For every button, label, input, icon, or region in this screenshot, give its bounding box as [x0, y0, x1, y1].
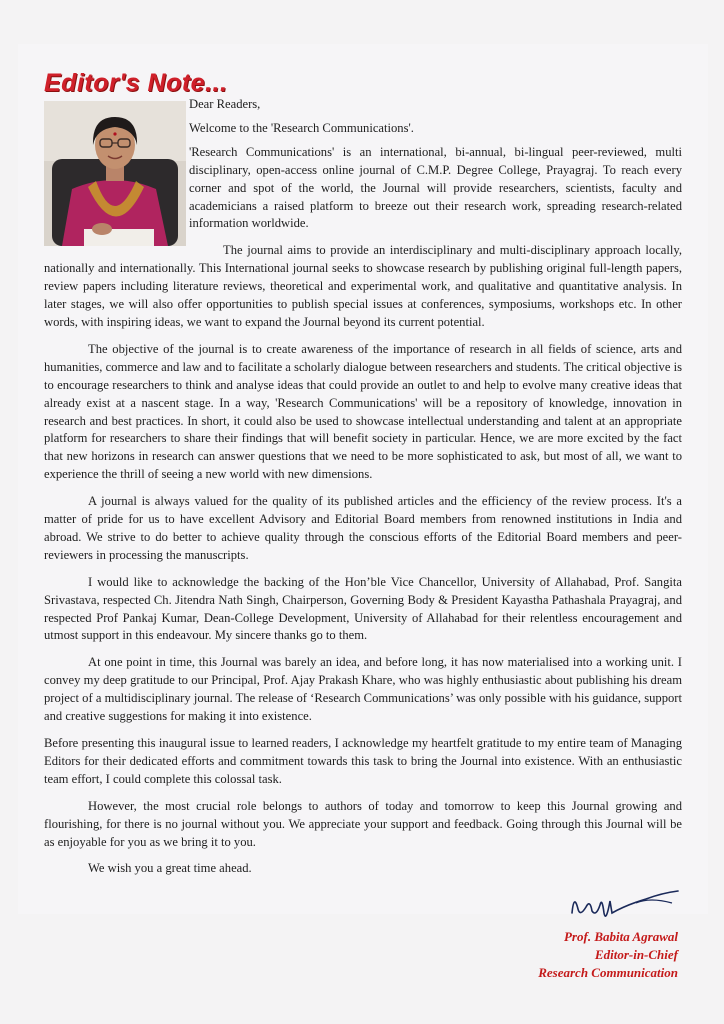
greeting: Dear Readers, [189, 97, 261, 111]
signature-block [538, 928, 678, 982]
signature-name: Prof. Babita Agrawal [563, 929, 678, 944]
note-body [44, 96, 682, 887]
page-title: Editor's Note... [44, 68, 228, 97]
paragraph-objective: The objective of the journal is to create awareness of the importance of research in all fields of science, arts and humanities, commerce and law and to facilitate a scholarly dialogue between researchers and students. The critical objective is to encourage researchers to think and analyse ideas that could provide an outlet to and help to evolve many creative ideas that already exist at a nascent stage. In a way, 'Research Communications' will be a repository of knowledge, innovation in research and best practices. In short, it could also be used to showcase intellectual understanding and talent at an appropriate platform for researchers to share their findings that will benefit society in particular. Hence, we are more excited by the fact that new horizons in research can answer questions that we need to be more sophisticated to ask, but most of all, we want to experience the thrill of seeing a new world with new dimensions. [44, 341, 682, 482]
paragraph-quality: A journal is always valued for the quality of its published articles and the efficiency of the review process. It's a matter of pride for us to have excellent Advisory and Editorial Board members from renowned institutions in India and abroad. We strive to do better to achieve quality through the conscious efforts of the Editorial Board members and peer-reviewers in processing the manuscripts. [44, 494, 682, 562]
photo-spacer [44, 96, 189, 248]
paragraph-authors: However, the most crucial role belongs to authors of today and tomorrow to keep this Journal growing and flourishing, for there is no journal without you. We appreciate your support and feedback. Going through this Journal will be as enjoyable for you as we bring it to you. [44, 798, 682, 849]
paragraph-closing: We wish you a great time ahead. [88, 861, 252, 876]
paragraph-aims: The journal aims to provide an interdisciplinary and multi-disciplinary approach locally, nationally and internationally. This International journal seeks to showcase research by publishing original full-length papers, review papers including literature reviews, theoretical and experimental work, and qualitative and quantitative analysis. In later stages, we will also offer opportunities to publish special issues at conferences, symposiums, workshops etc. In other words, with inspiring ideas, we want to expand the Journal beyond its current potential. [44, 243, 682, 329]
paragraph-gratitude-principal: At one point in time, this Journal was barely an idea, and before long, it has now materialised into a working unit. I convey my deep gratitude to our Principal, Prof. Ajay Prakash Khare, who was highly enthusiastic about publishing his dream project of a multidisciplinary journal. The release of ‘Research Communications’ was only possible with his guidance, support and creative suggestions for making it into existence. [44, 655, 682, 724]
handwritten-signature [566, 883, 686, 923]
paragraph-acknowledgement: I would like to acknowledge the backing of the Hon’ble Vice Chancellor, University of Allahabad, Prof. Sangita Srivastava, respected Ch. Jitendra Nath Singh, Chairperson, Governing Body & President Kayastha Pathashala Prayagraj, and respected Prof Pankaj Kumar, Dean-College Development, University of Allahabad for their relentless encouragement and utmost support in this endeavour. My sincere thanks go to them. [44, 574, 682, 643]
signature-publication: Research Communication [538, 965, 678, 980]
paragraph-team: Before presenting this inaugural issue to learned readers, I acknowledge my heartfelt gratitude to my entire team of Managing Editors for their dedicated efforts and commitment towards this task to bring the Journal into existence. With an enthusiastic team effort, I could complete this colossal task. [44, 736, 682, 786]
welcome-line: Welcome to the 'Research Communications'. [189, 120, 414, 135]
signature-role: Editor-in-Chief [594, 947, 678, 962]
paragraph-intro: 'Research Communications' is an international, bi-annual, bi-lingual peer-reviewed, multi disciplinary, open-access online journal of C.M.P. Degree College, Prayagraj. To reach every corner and spot of the world, the Journal will provide researchers, scientists, faculty and academicians a raised platform to breeze out their research work, spreading research-related information worldwide. [189, 144, 682, 231]
